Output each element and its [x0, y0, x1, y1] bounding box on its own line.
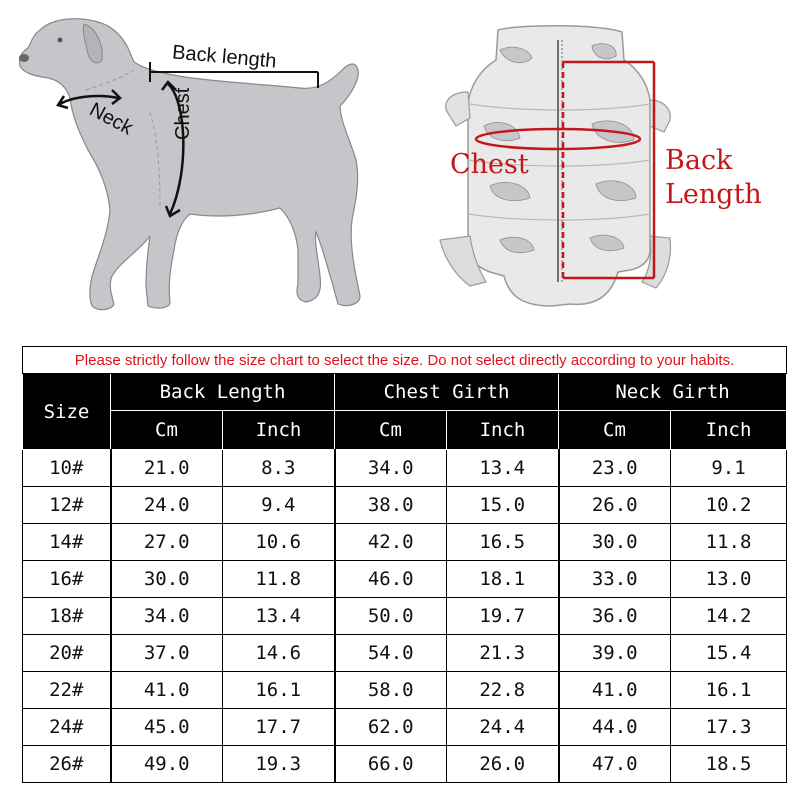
size-cell: 22# — [23, 672, 111, 709]
unit-header: Inch — [671, 411, 787, 450]
chest-cm-cell: 34.0 — [335, 450, 447, 487]
chest-inch-cell: 13.4 — [447, 450, 559, 487]
chest-cm-cell: 50.0 — [335, 598, 447, 635]
back-cm-cell: 21.0 — [111, 450, 223, 487]
chest-cm-cell: 62.0 — [335, 709, 447, 746]
back-inch-cell: 16.1 — [223, 672, 335, 709]
neck-inch-cell: 11.8 — [671, 524, 787, 561]
table-row — [23, 487, 787, 524]
neck-inch-cell: 15.4 — [671, 635, 787, 672]
chest-inch-cell: 26.0 — [447, 746, 559, 783]
neck-inch-cell: 16.1 — [671, 672, 787, 709]
neck-inch-cell: 18.5 — [671, 746, 787, 783]
chest-inch-cell: 24.4 — [447, 709, 559, 746]
back-inch-cell: 19.3 — [223, 746, 335, 783]
table-row — [23, 524, 787, 561]
chest-cm-cell: 58.0 — [335, 672, 447, 709]
unit-header: Inch — [447, 411, 559, 450]
back-cm-cell: 27.0 — [111, 524, 223, 561]
back-cm-cell: 24.0 — [111, 487, 223, 524]
coat-back-label-line1: Back — [665, 145, 733, 176]
illustration-area — [0, 0, 800, 340]
chest-inch-cell: 16.5 — [447, 524, 559, 561]
table-row — [23, 450, 787, 487]
chest-inch-cell: 22.8 — [447, 672, 559, 709]
neck-cm-cell: 30.0 — [559, 524, 671, 561]
size-chart-table — [22, 346, 787, 783]
back-inch-cell: 8.3 — [223, 450, 335, 487]
table-row — [23, 672, 787, 709]
back-inch-cell: 9.4 — [223, 487, 335, 524]
neck-cm-cell: 26.0 — [559, 487, 671, 524]
chest-cm-cell: 66.0 — [335, 746, 447, 783]
size-cell: 24# — [23, 709, 111, 746]
neck-inch-cell: 10.2 — [671, 487, 787, 524]
back-length-label: Back length — [171, 41, 278, 73]
back-cm-cell: 45.0 — [111, 709, 223, 746]
size-notice: Please strictly follow the size chart to select the size. Do not select directly according to your habits. — [23, 347, 787, 374]
back-cm-cell: 30.0 — [111, 561, 223, 598]
neck-cm-cell: 36.0 — [559, 598, 671, 635]
chest-cm-cell: 38.0 — [335, 487, 447, 524]
back-inch-cell: 14.6 — [223, 635, 335, 672]
size-cell: 16# — [23, 561, 111, 598]
table-row — [23, 635, 787, 672]
back-cm-cell: 41.0 — [111, 672, 223, 709]
size-cell: 14# — [23, 524, 111, 561]
back-cm-cell: 37.0 — [111, 635, 223, 672]
neck-cm-cell: 33.0 — [559, 561, 671, 598]
chest-cm-cell: 42.0 — [335, 524, 447, 561]
chest-cm-cell: 54.0 — [335, 635, 447, 672]
table-row — [23, 598, 787, 635]
size-cell: 12# — [23, 487, 111, 524]
neck-cm-cell: 23.0 — [559, 450, 671, 487]
coat-chest-label: Chest — [450, 149, 529, 180]
table-row — [23, 561, 787, 598]
chest-inch-cell: 19.7 — [447, 598, 559, 635]
chest-cm-cell: 46.0 — [335, 561, 447, 598]
unit-header: Cm — [111, 411, 223, 450]
unit-header: Inch — [223, 411, 335, 450]
unit-header: Cm — [559, 411, 671, 450]
unit-header: Cm — [335, 411, 447, 450]
size-cell: 18# — [23, 598, 111, 635]
back-inch-cell: 13.4 — [223, 598, 335, 635]
size-cell: 20# — [23, 635, 111, 672]
neck-inch-cell: 17.3 — [671, 709, 787, 746]
neck-cm-cell: 39.0 — [559, 635, 671, 672]
neck-cm-cell: 47.0 — [559, 746, 671, 783]
chest-inch-cell: 15.0 — [447, 487, 559, 524]
coat-back-label-line2: Length — [665, 179, 762, 210]
size-cell: 26# — [23, 746, 111, 783]
table-row — [23, 746, 787, 783]
neck-label: Neck — [85, 98, 137, 140]
chest-inch-cell: 18.1 — [447, 561, 559, 598]
chest-label: Chest — [172, 87, 194, 140]
table-row — [23, 709, 787, 746]
neck-inch-cell: 9.1 — [671, 450, 787, 487]
neck-cm-cell: 44.0 — [559, 709, 671, 746]
size-column-header: Size — [23, 374, 111, 450]
back-length-header: Back Length — [111, 374, 335, 411]
chest-girth-header: Chest Girth — [335, 374, 559, 411]
size-cell: 10# — [23, 450, 111, 487]
back-inch-cell: 11.8 — [223, 561, 335, 598]
chest-inch-cell: 21.3 — [447, 635, 559, 672]
neck-inch-cell: 14.2 — [671, 598, 787, 635]
back-cm-cell: 34.0 — [111, 598, 223, 635]
neck-inch-cell: 13.0 — [671, 561, 787, 598]
neck-girth-header: Neck Girth — [559, 374, 787, 411]
back-inch-cell: 10.6 — [223, 524, 335, 561]
back-cm-cell: 49.0 — [111, 746, 223, 783]
back-inch-cell: 17.7 — [223, 709, 335, 746]
neck-cm-cell: 41.0 — [559, 672, 671, 709]
